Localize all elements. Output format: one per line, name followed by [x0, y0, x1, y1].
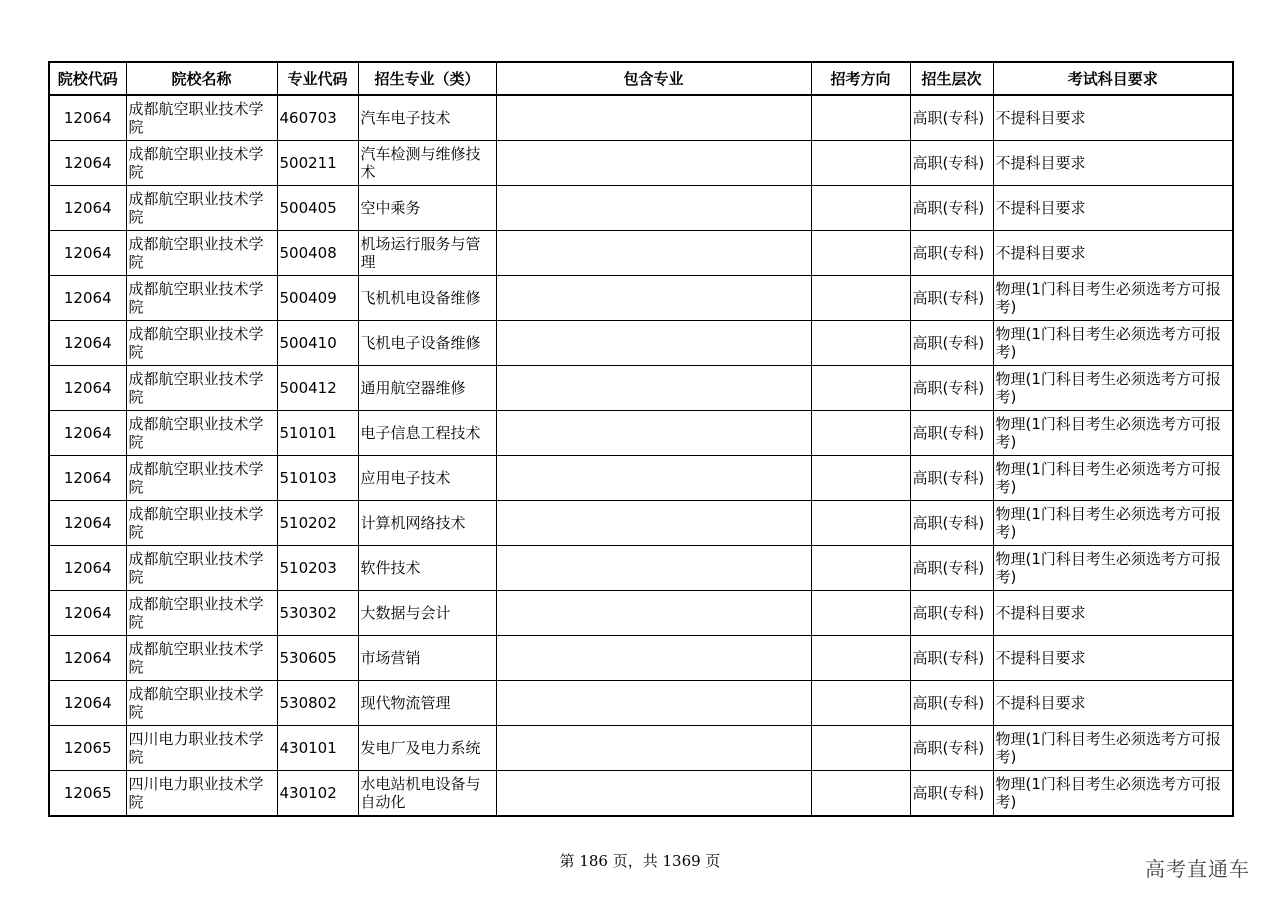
header-level: 招生层次 — [910, 62, 993, 95]
cell-direction — [811, 726, 910, 771]
header-school-name: 院校名称 — [126, 62, 277, 95]
cell-school-name: 成都航空职业技术学院 — [126, 276, 277, 321]
table-row — [49, 276, 1233, 321]
table-row — [49, 726, 1233, 771]
table-row — [49, 95, 1233, 141]
cell-requirement: 不提科目要求 — [993, 636, 1233, 681]
cell-school-code: 12064 — [49, 591, 126, 636]
cell-school-name: 四川电力职业技术学院 — [126, 726, 277, 771]
cell-school-name: 成都航空职业技术学院 — [126, 366, 277, 411]
cell-level: 高职(专科) — [910, 141, 993, 186]
cell-includes — [496, 276, 811, 321]
cell-major: 应用电子技术 — [358, 456, 496, 501]
cell-major: 水电站机电设备与自动化 — [358, 771, 496, 817]
cell-requirement: 物理(1门科目考生必须选考方可报考) — [993, 456, 1233, 501]
cell-school-name: 成都航空职业技术学院 — [126, 546, 277, 591]
table-body — [49, 95, 1233, 816]
cell-level: 高职(专科) — [910, 726, 993, 771]
cell-school-code: 12064 — [49, 456, 126, 501]
cell-school-name: 成都航空职业技术学院 — [126, 141, 277, 186]
cell-major-code: 530302 — [277, 591, 358, 636]
cell-school-name: 成都航空职业技术学院 — [126, 591, 277, 636]
cell-major: 通用航空器维修 — [358, 366, 496, 411]
cell-major: 机场运行服务与管理 — [358, 231, 496, 276]
cell-school-name: 成都航空职业技术学院 — [126, 681, 277, 726]
cell-school-code: 12064 — [49, 186, 126, 231]
table-row — [49, 231, 1233, 276]
cell-includes — [496, 186, 811, 231]
cell-level: 高职(专科) — [910, 321, 993, 366]
cell-requirement: 不提科目要求 — [993, 95, 1233, 141]
cell-school-code: 12064 — [49, 95, 126, 141]
table-row — [49, 141, 1233, 186]
cell-direction — [811, 366, 910, 411]
cell-major: 汽车检测与维修技术 — [358, 141, 496, 186]
cell-level: 高职(专科) — [910, 546, 993, 591]
cell-level: 高职(专科) — [910, 276, 993, 321]
cell-requirement: 不提科目要求 — [993, 141, 1233, 186]
cell-includes — [496, 636, 811, 681]
cell-level: 高职(专科) — [910, 681, 993, 726]
cell-major: 发电厂及电力系统 — [358, 726, 496, 771]
cell-direction — [811, 95, 910, 141]
cell-major-code: 500211 — [277, 141, 358, 186]
cell-school-code: 12064 — [49, 501, 126, 546]
cell-major-code: 510203 — [277, 546, 358, 591]
cell-school-name: 成都航空职业技术学院 — [126, 231, 277, 276]
cell-level: 高职(专科) — [910, 591, 993, 636]
cell-direction — [811, 186, 910, 231]
cell-major-code: 460703 — [277, 95, 358, 141]
cell-major-code: 500412 — [277, 366, 358, 411]
cell-includes — [496, 456, 811, 501]
cell-school-name: 四川电力职业技术学院 — [126, 771, 277, 817]
cell-major: 计算机网络技术 — [358, 501, 496, 546]
cell-school-name: 成都航空职业技术学院 — [126, 501, 277, 546]
cell-includes — [496, 771, 811, 817]
page-number: 第 186 页，共 1369 页 — [559, 852, 721, 870]
header-includes: 包含专业 — [496, 62, 811, 95]
cell-school-code: 12064 — [49, 141, 126, 186]
cell-school-code: 12064 — [49, 411, 126, 456]
cell-includes — [496, 321, 811, 366]
cell-major-code: 510202 — [277, 501, 358, 546]
cell-includes — [496, 366, 811, 411]
table-row — [49, 186, 1233, 231]
cell-includes — [496, 591, 811, 636]
cell-requirement: 物理(1门科目考生必须选考方可报考) — [993, 321, 1233, 366]
cell-major: 市场营销 — [358, 636, 496, 681]
cell-direction — [811, 591, 910, 636]
cell-major-code: 500409 — [277, 276, 358, 321]
cell-major-code: 500410 — [277, 321, 358, 366]
cell-level: 高职(专科) — [910, 366, 993, 411]
header-major: 招生专业（类） — [358, 62, 496, 95]
cell-major: 电子信息工程技术 — [358, 411, 496, 456]
cell-school-name: 成都航空职业技术学院 — [126, 636, 277, 681]
table-row — [49, 591, 1233, 636]
cell-major: 现代物流管理 — [358, 681, 496, 726]
cell-school-name: 成都航空职业技术学院 — [126, 95, 277, 141]
cell-requirement: 物理(1门科目考生必须选考方可报考) — [993, 546, 1233, 591]
cell-school-name: 成都航空职业技术学院 — [126, 411, 277, 456]
cell-includes — [496, 681, 811, 726]
table-row — [49, 456, 1233, 501]
cell-major-code: 530802 — [277, 681, 358, 726]
cell-includes — [496, 141, 811, 186]
cell-requirement: 物理(1门科目考生必须选考方可报考) — [993, 366, 1233, 411]
cell-direction — [811, 546, 910, 591]
header-direction: 招考方向 — [811, 62, 910, 95]
cell-requirement: 物理(1门科目考生必须选考方可报考) — [993, 501, 1233, 546]
cell-major-code: 430101 — [277, 726, 358, 771]
table-row — [49, 636, 1233, 681]
cell-school-code: 12064 — [49, 366, 126, 411]
cell-school-name: 成都航空职业技术学院 — [126, 456, 277, 501]
header-school-code: 院校代码 — [49, 62, 126, 95]
cell-direction — [811, 501, 910, 546]
table-row — [49, 546, 1233, 591]
cell-major: 空中乘务 — [358, 186, 496, 231]
header-requirement: 考试科目要求 — [993, 62, 1233, 95]
cell-direction — [811, 771, 910, 817]
cell-includes — [496, 546, 811, 591]
cell-major-code: 530605 — [277, 636, 358, 681]
watermark-text: 高考直通车 — [1145, 857, 1250, 881]
table-row — [49, 321, 1233, 366]
cell-school-code: 12064 — [49, 681, 126, 726]
cell-school-code: 12064 — [49, 231, 126, 276]
cell-level: 高职(专科) — [910, 771, 993, 817]
cell-requirement: 不提科目要求 — [993, 231, 1233, 276]
cell-direction — [811, 456, 910, 501]
cell-requirement: 物理(1门科目考生必须选考方可报考) — [993, 411, 1233, 456]
cell-level: 高职(专科) — [910, 456, 993, 501]
table-row — [49, 681, 1233, 726]
table-row — [49, 771, 1233, 817]
cell-major-code: 500405 — [277, 186, 358, 231]
cell-requirement: 不提科目要求 — [993, 681, 1233, 726]
cell-level: 高职(专科) — [910, 636, 993, 681]
cell-major-code: 510101 — [277, 411, 358, 456]
cell-direction — [811, 141, 910, 186]
table-row — [49, 501, 1233, 546]
table-row — [49, 411, 1233, 456]
cell-level: 高职(专科) — [910, 231, 993, 276]
cell-includes — [496, 501, 811, 546]
cell-major-code: 510103 — [277, 456, 358, 501]
cell-direction — [811, 321, 910, 366]
cell-school-code: 12064 — [49, 276, 126, 321]
cell-level: 高职(专科) — [910, 186, 993, 231]
header-major-code: 专业代码 — [277, 62, 358, 95]
cell-major-code: 500408 — [277, 231, 358, 276]
cell-includes — [496, 726, 811, 771]
cell-major: 汽车电子技术 — [358, 95, 496, 141]
table-header-row — [49, 62, 1233, 95]
admissions-table — [48, 61, 1234, 817]
cell-major: 大数据与会计 — [358, 591, 496, 636]
cell-major: 飞机机电设备维修 — [358, 276, 496, 321]
cell-school-code: 12064 — [49, 546, 126, 591]
cell-school-name: 成都航空职业技术学院 — [126, 321, 277, 366]
cell-requirement: 不提科目要求 — [993, 591, 1233, 636]
cell-direction — [811, 231, 910, 276]
cell-school-code: 12064 — [49, 321, 126, 366]
cell-includes — [496, 231, 811, 276]
cell-direction — [811, 636, 910, 681]
cell-includes — [496, 411, 811, 456]
cell-requirement: 物理(1门科目考生必须选考方可报考) — [993, 276, 1233, 321]
cell-direction — [811, 681, 910, 726]
cell-level: 高职(专科) — [910, 501, 993, 546]
cell-school-code: 12064 — [49, 636, 126, 681]
table-row — [49, 366, 1233, 411]
cell-major: 飞机电子设备维修 — [358, 321, 496, 366]
cell-direction — [811, 276, 910, 321]
cell-school-code: 12065 — [49, 771, 126, 817]
cell-school-name: 成都航空职业技术学院 — [126, 186, 277, 231]
cell-requirement: 不提科目要求 — [993, 186, 1233, 231]
cell-requirement: 物理(1门科目考生必须选考方可报考) — [993, 771, 1233, 817]
cell-includes — [496, 95, 811, 141]
cell-direction — [811, 411, 910, 456]
cell-school-code: 12065 — [49, 726, 126, 771]
cell-major: 软件技术 — [358, 546, 496, 591]
cell-level: 高职(专科) — [910, 411, 993, 456]
cell-major-code: 430102 — [277, 771, 358, 817]
cell-requirement: 物理(1门科目考生必须选考方可报考) — [993, 726, 1233, 771]
cell-level: 高职(专科) — [910, 95, 993, 141]
